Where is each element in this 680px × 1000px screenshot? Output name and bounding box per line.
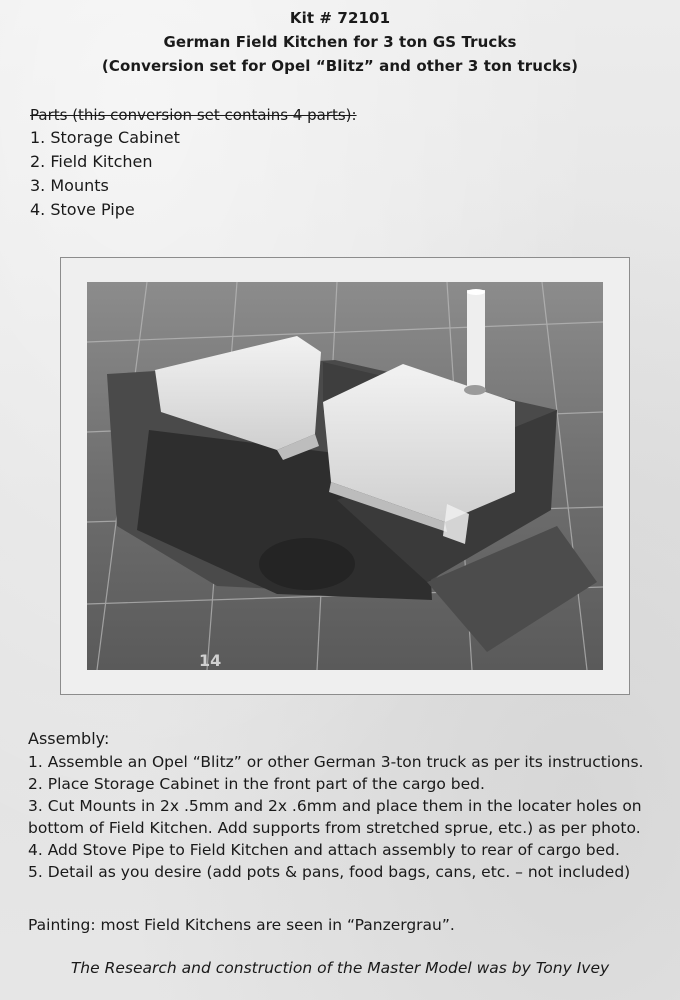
painting-note: Painting: most Field Kitchens are seen in “Panzergrau”. — [28, 916, 455, 934]
part-item-storage-cabinet: 1. Storage Cabinet — [30, 128, 180, 147]
assembly-heading: Assembly: — [28, 729, 110, 748]
assembly-step-4: 4. Add Stove Pipe to Field Kitchen and attach assembly to rear of cargo bed. — [28, 841, 620, 859]
credit-line: The Research and construction of the Master Model was by Tony Ivey — [70, 959, 610, 977]
stove-pipe-part — [464, 289, 486, 395]
document-header — [0, 6, 680, 78]
part-item-stove-pipe: 4. Stove Pipe — [30, 200, 135, 219]
assembly-step-1: 1. Assemble an Opel “Blitz” or other German 3-ton truck as per its instructions. — [28, 753, 644, 771]
kit-subtitle: (Conversion set for Opel “Blitz” and other 3 ton trucks) — [101, 57, 579, 75]
mat-number: 14 — [199, 651, 222, 670]
part-item-mounts: 3. Mounts — [30, 176, 109, 195]
kit-number: Kit # 72101 — [289, 9, 391, 27]
assembly-step-2: 2. Place Storage Cabinet in the front part of the cargo bed. — [28, 775, 485, 793]
photo-frame — [60, 257, 630, 695]
parts-section — [30, 104, 357, 222]
assembly-step-3: 3. Cut Mounts in 2x .5mm and 2x .6mm and place them in the locater holes on bottom of Field Kitchen. Add supports from stretched sprue, etc.) as per photo. — [28, 797, 642, 837]
kit-title: German Field Kitchen for 3 ton GS Trucks — [163, 33, 517, 51]
assembly-step-5: 5. Detail as you desire (add pots & pans, food bags, cans, etc. – not included) — [28, 863, 631, 881]
assembly-section — [28, 727, 668, 883]
model-photo — [87, 282, 603, 670]
parts-heading: Parts (this conversion set contains 4 parts): — [30, 106, 357, 124]
part-item-field-kitchen: 2. Field Kitchen — [30, 152, 153, 171]
parts-list — [30, 126, 357, 222]
